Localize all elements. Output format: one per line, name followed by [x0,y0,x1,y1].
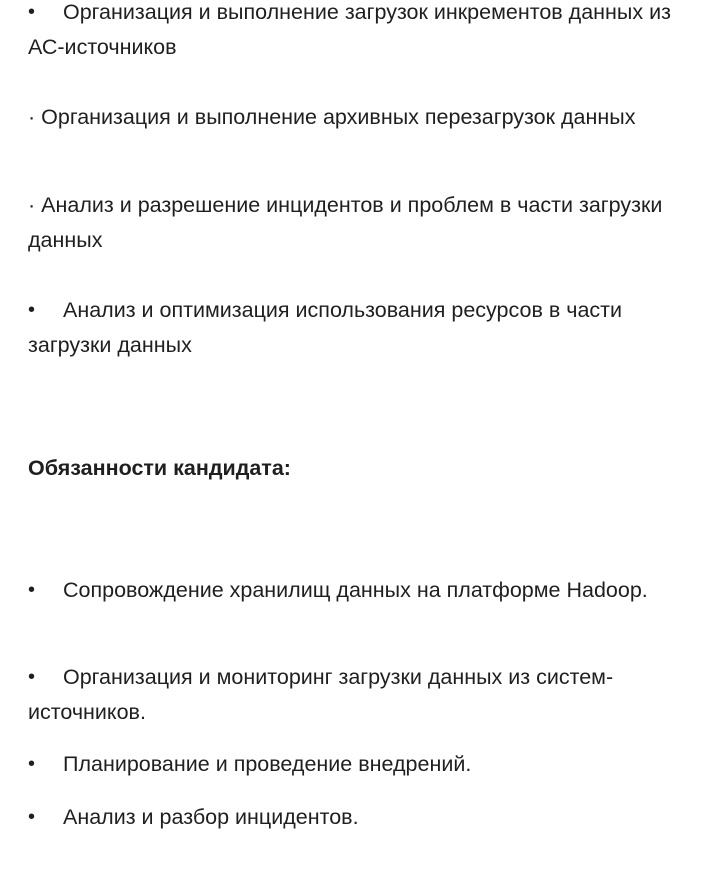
bullet-marker: • [28,753,36,775]
bullet-marker: • [28,299,36,321]
list-item [28,293,678,363]
list-item [28,188,678,258]
bullet-marker: • [28,666,36,688]
list-item [28,100,678,135]
list-item-text: Анализ и оптимизация использования ресурсов в части загрузки данных [28,298,623,357]
list-item [28,800,678,835]
bullet-marker: • [28,579,36,601]
bullet-marker: • [28,1,36,23]
list-item-text: Анализ и разрешение инцидентов и проблем в части загрузки данных [28,193,663,252]
list-item-text: Планирование и проведение внедрений. [63,752,472,776]
list-item-text: Организация и выполнение архивных перезагрузок данных [41,105,636,129]
list-item-text: Анализ и разбор инцидентов. [63,805,359,829]
section-heading: Обязанности кандидата: [28,456,291,480]
list-item [28,0,678,65]
bullet-marker: • [28,806,36,828]
list-item-text: Сопровождение хранилищ данных на платформе Hadoop. [63,578,648,602]
list-item [28,660,678,730]
list-item-text: Организация и мониторинг загрузки данных из систем-источников. [28,665,614,724]
list-item [28,747,678,782]
dot-marker: · [28,193,36,217]
list-item [28,573,678,608]
list-item-text: Организация и выполнение загрузок инкрементов данных из АС-источников [28,0,671,59]
dot-marker: · [28,105,36,129]
